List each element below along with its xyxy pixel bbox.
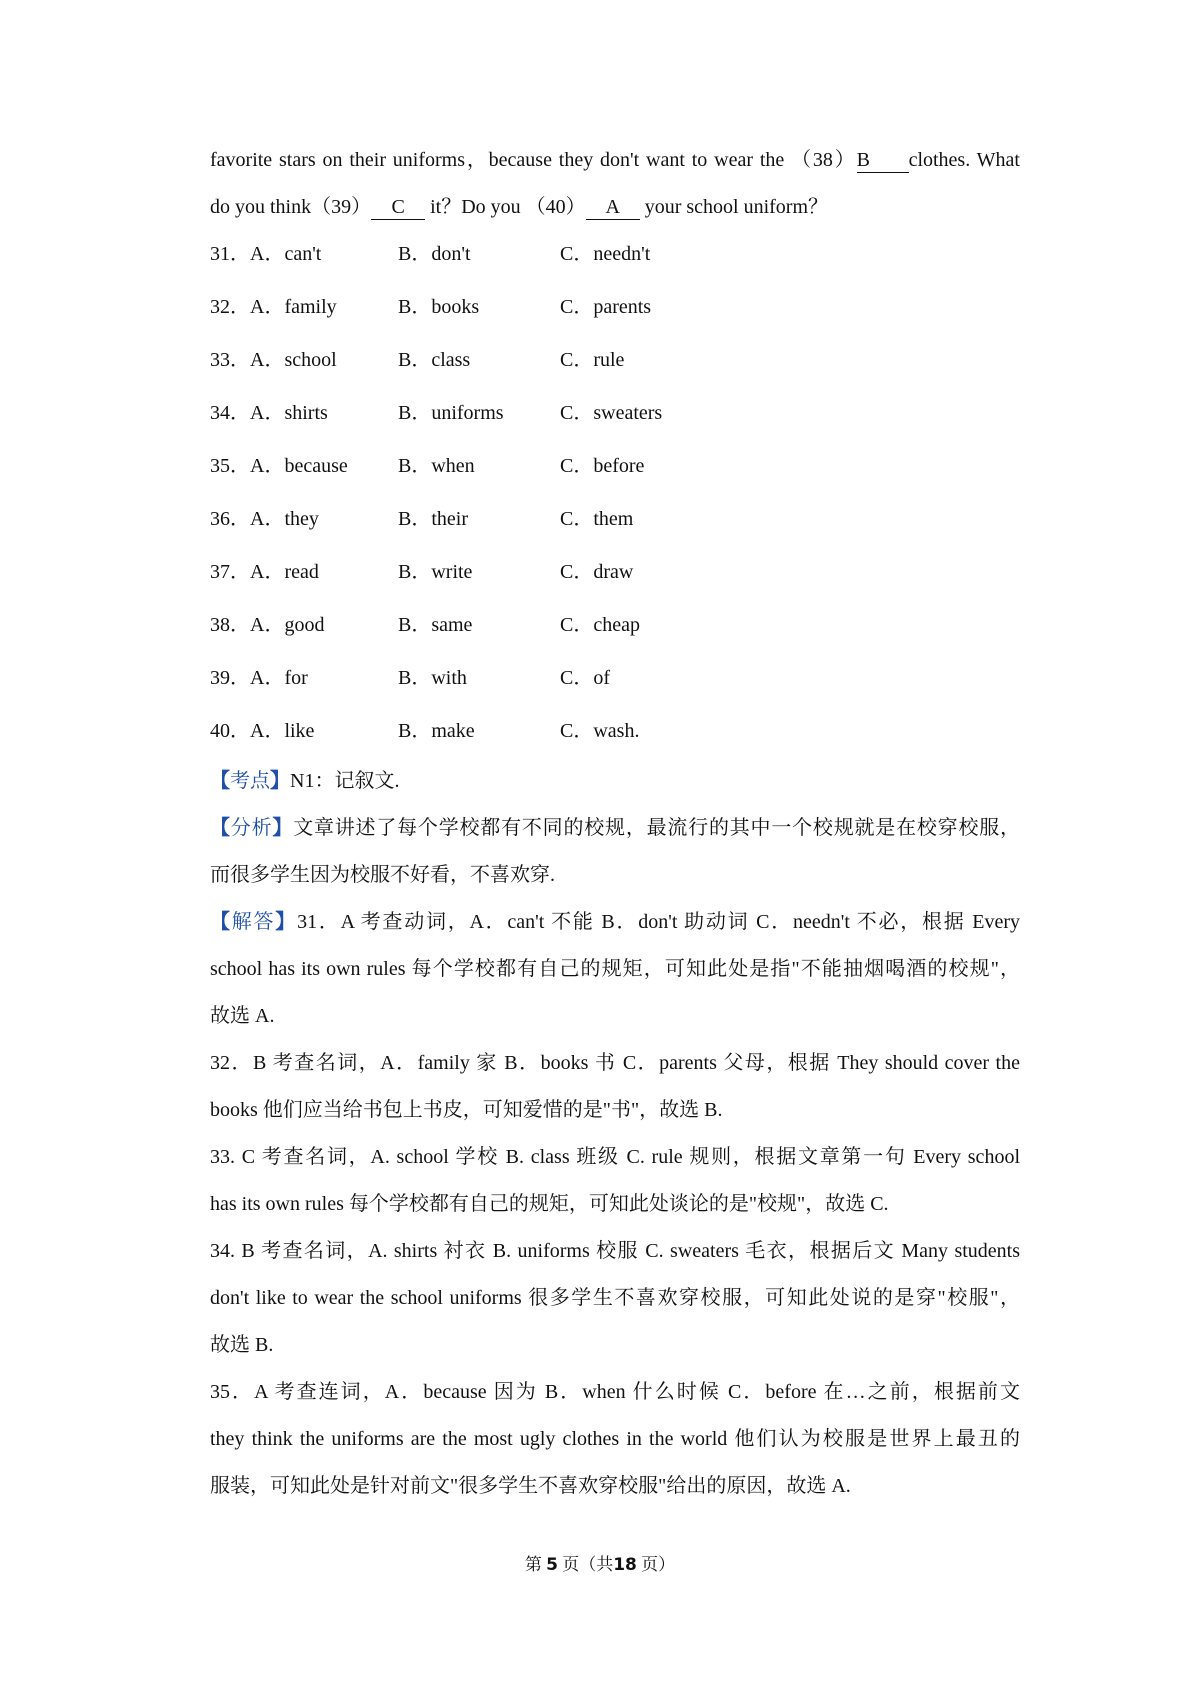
jieda-text: 故选 A.: [210, 1005, 275, 1027]
option-b: B．don't: [398, 243, 471, 265]
footer-text: 第: [524, 1555, 542, 1574]
jieda-line: [210, 1002, 1020, 1030]
current-page-number: 5: [546, 1555, 558, 1575]
passage-line-1: [210, 146, 1020, 174]
jieda-text: 33. C 考查名词，A. school 学校 B. class 班级 C. rule 规则，根据文章第一句 Every school: [210, 1146, 1020, 1168]
jieda-label: 解答: [231, 911, 276, 933]
fenxi-text: 文章讲述了每个学校都有不同的校规，最流行的其中一个校规就是在校穿校服，: [293, 817, 1021, 839]
option-b: B．uniforms: [398, 402, 504, 424]
jieda-line: [210, 1190, 1020, 1218]
option-c: C．sweaters: [560, 402, 663, 424]
kaodian-text: N1：记叙文.: [290, 770, 400, 792]
option-c: C．cheap: [560, 614, 640, 636]
jieda-text: has its own rules 每个学校都有自己的规矩，可知此处谈论的是"校规"，故选 C.: [210, 1193, 889, 1215]
jieda-text: school has its own rules 每个学校都有自己的规矩，可知此处是指"不能抽烟喝酒的校规"，: [210, 958, 1020, 980]
option-c: C．wash.: [560, 720, 640, 742]
jieda-line: [210, 955, 1020, 983]
jieda-line: [210, 1425, 1020, 1453]
option-b: B．with: [398, 667, 467, 689]
kaodian-label: 考点: [230, 770, 270, 792]
footer-text: 页）: [641, 1555, 676, 1574]
passage-text: your school uniform？: [639, 196, 828, 218]
jieda-text: 32．B 考查名词，A．family 家 B．books 书 C．parents 父母，根据 They should cover the: [210, 1052, 1020, 1074]
jieda-line: [210, 1331, 1020, 1359]
section-bracket: 【: [210, 817, 231, 839]
jieda-line: [210, 908, 1020, 936]
option-b: B．same: [398, 614, 473, 636]
option-b: B．write: [398, 561, 473, 583]
section-bracket: 】: [275, 911, 298, 933]
question-number: 32．: [210, 296, 250, 318]
jieda-line: [210, 1472, 1020, 1500]
option-c: C．before: [560, 455, 645, 477]
passage-text: do you think（39）: [210, 196, 372, 218]
option-b: B．their: [398, 508, 468, 530]
page-footer: [0, 1553, 1200, 1577]
section-bracket: 】: [270, 770, 290, 792]
jieda-text: 故选 B.: [210, 1334, 274, 1356]
option-a: A．like: [250, 720, 315, 742]
option-a: A．school: [250, 349, 337, 371]
option-a: A．family: [250, 296, 337, 318]
question-number: 39．: [210, 667, 250, 689]
option-a: A．read: [250, 561, 319, 583]
passage-text: clothes. What: [908, 149, 1020, 171]
question-number: 33．: [210, 349, 250, 371]
option-c: C．them: [560, 508, 634, 530]
section-bracket: 【: [210, 911, 232, 933]
jieda-text: 34. B 考查名词，A. shirts 衬衣 B. uniforms 校服 C. sweaters 毛衣，根据后文 Many students: [210, 1240, 1020, 1262]
jieda-line: [210, 1237, 1020, 1265]
option-a: A．because: [250, 455, 348, 477]
jieda-text: don't like to wear the school uniforms 很多学生不喜欢穿校服，可知此处说的是穿"校服"，: [210, 1287, 1020, 1309]
option-b: B．make: [398, 720, 475, 742]
option-a: A．for: [250, 667, 308, 689]
total-page-number: 18: [613, 1555, 637, 1575]
option-c: C．needn't: [560, 243, 651, 265]
question-number: 37．: [210, 561, 250, 583]
passage-text: it？Do you （40）: [425, 196, 586, 218]
option-b: B．when: [398, 455, 475, 477]
answer-blank-38: B: [857, 148, 909, 173]
jieda-text: they think the uniforms are the most ugly clothes in the world 他们认为校服是世界上最丑的: [210, 1428, 1020, 1450]
question-number: 35．: [210, 455, 250, 477]
option-c: C．of: [560, 667, 610, 689]
footer-text: 页（共: [562, 1555, 614, 1574]
fenxi-text: 而很多学生因为校服不好看，不喜欢穿.: [210, 864, 555, 886]
jieda-line: [210, 1049, 1020, 1077]
option-a: A．good: [250, 614, 325, 636]
option-a: A．shirts: [250, 402, 328, 424]
option-c: C．parents: [560, 296, 652, 318]
option-b: B．class: [398, 349, 471, 371]
option-a: A．they: [250, 508, 319, 530]
question-number: 34．: [210, 402, 250, 424]
section-bracket: 【: [210, 770, 230, 792]
jieda-line: [210, 1096, 1020, 1124]
question-number: 31．: [210, 243, 250, 265]
fenxi-line-2: [210, 861, 1020, 889]
question-number: 36．: [210, 508, 250, 530]
jieda-line: [210, 1143, 1020, 1171]
question-number: 40．: [210, 720, 250, 742]
answer-blank-40: A: [586, 195, 640, 220]
option-c: C．draw: [560, 561, 634, 583]
question-number: 38．: [210, 614, 250, 636]
answer-blank-39: C: [371, 195, 425, 220]
passage-line-2: [210, 193, 1020, 221]
option-b: B．books: [398, 296, 480, 318]
kaodian-section: [210, 767, 1020, 795]
option-c: C．rule: [560, 349, 625, 371]
fenxi-line-1: [210, 814, 1020, 842]
jieda-line: [210, 1378, 1020, 1406]
jieda-text: 35．A 考查连词，A．because 因为 B．when 什么时候 C．before 在…之前，根据前文: [210, 1381, 1020, 1403]
jieda-text: 31．A 考查动词，A．can't 不能 B．don't 助动词 C．needn't 不必，根据 Every: [297, 911, 1021, 933]
jieda-line: [210, 1284, 1020, 1312]
section-bracket: 】: [272, 817, 294, 839]
jieda-text: 服装，可知此处是针对前文"很多学生不喜欢穿校服"给出的原因，故选 A.: [210, 1475, 851, 1497]
fenxi-label: 分析: [230, 817, 273, 839]
jieda-text: books 他们应当给书包上书皮，可知爱惜的是"书"，故选 B.: [210, 1099, 723, 1121]
passage-text: favorite stars on their uniforms，because they don't want to wear the （38）: [210, 149, 857, 171]
option-a: A．can't: [250, 243, 322, 265]
